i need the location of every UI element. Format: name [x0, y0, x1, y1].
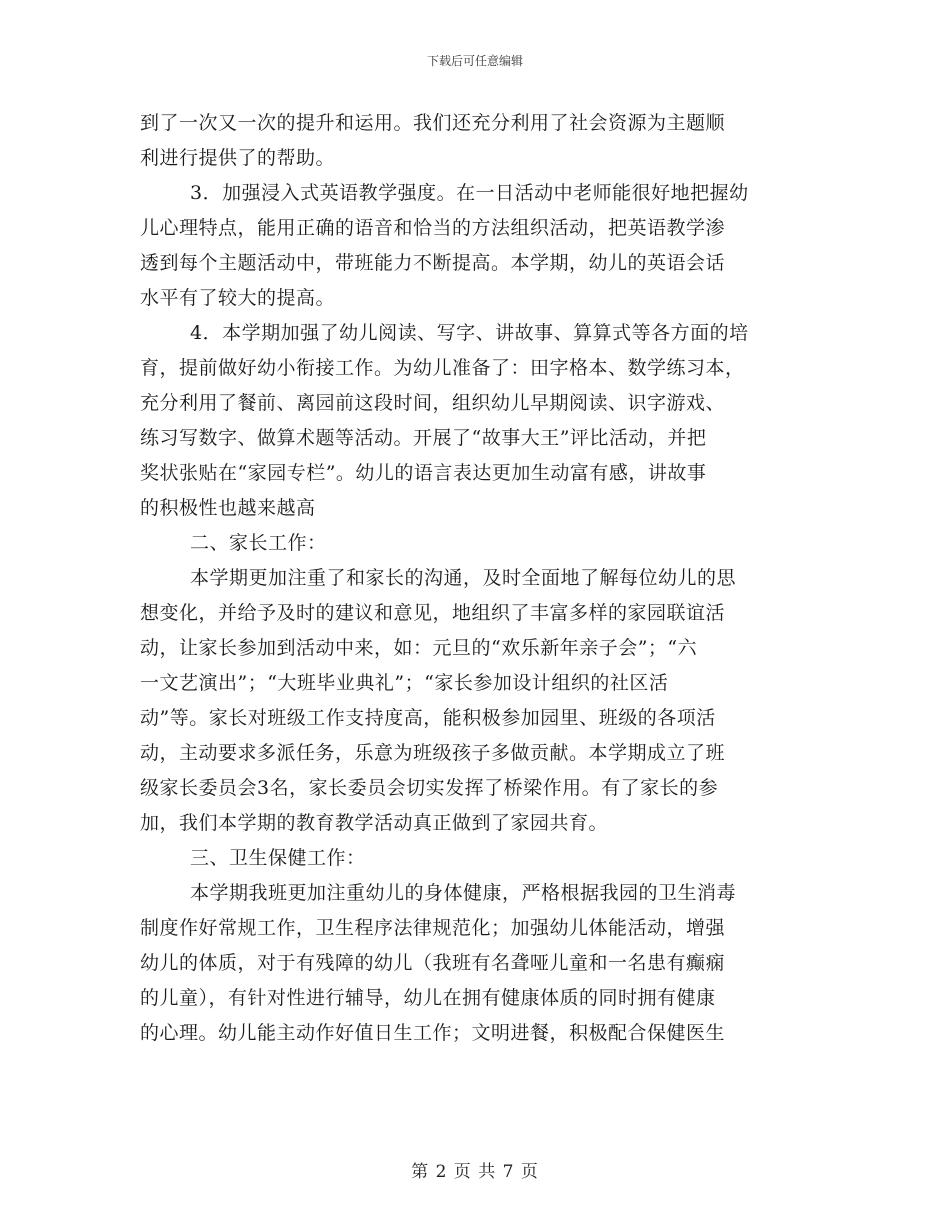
body-line: 练习写数字、做算术题等活动。开展了“故事大王”评比活动，并把: [140, 427, 707, 449]
body-line: 的积极性也越来越高: [140, 497, 316, 519]
section-heading: 二、家长工作：: [190, 532, 327, 554]
body-line: 想变化，并给予及时的建议和意见，地组织了丰富多样的家园联谊活: [140, 602, 726, 624]
body-line: 本学期更加注重了和家长的沟通，及时全面地了解每位幼儿的思: [190, 567, 737, 589]
body-line: 水平有了较大的提高。: [140, 287, 336, 309]
body-line: 充分利用了餐前、离园前这段时间，组织幼儿早期阅读、识字游戏、: [140, 392, 726, 414]
body-line: 奖状张贴在“家园专栏”。幼儿的语言表达更加生动富有感，讲故事: [140, 462, 707, 484]
body-line: 一文艺演出”；“大班毕业典礼”；“家长参加设计组织的社区活: [140, 672, 669, 694]
body-line: 动，主动要求多派任务，乐意为班级孩子多做贡献。本学期成立了班: [140, 742, 726, 764]
body-line: 动，让家长参加到活动中来，如：元旦的“欢乐新年亲子会”；“六: [140, 637, 698, 659]
page-number-footer: 第 2 页 共 7 页: [411, 1162, 539, 1182]
body-line: 制度作好常规工作，卫生程序法律规范化；加强幼儿体能活动，增强: [140, 917, 726, 939]
body-line: 儿心理特点，能用正确的语音和恰当的方法组织活动，把英语教学渗: [140, 217, 726, 239]
section-heading: 三、卫生保健工作：: [190, 847, 366, 869]
body-line: 级家长委员会3名，家长委员会切实发挥了桥梁作用。有了家长的参: [140, 777, 719, 799]
body-line: 幼儿的体质，对于有残障的幼儿（我班有名聋哑儿童和一名患有癫痫: [140, 952, 726, 974]
body-line: 加，我们本学期的教育教学活动真正做到了家园共育。: [140, 812, 609, 834]
body-line: 到了一次又一次的提升和运用。我们还充分利用了社会资源为主题顺: [140, 112, 726, 134]
page-header: 下载后可任意编辑: [426, 54, 523, 68]
body-line: 透到每个主题活动中，带班能力不断提高。本学期，幼儿的英语会话: [140, 252, 726, 274]
body-line: 3．加强浸入式英语教学强度。在一日活动中老师能很好地把握幼: [190, 182, 749, 204]
body-line: 利进行提供了的帮助。: [140, 147, 336, 169]
body-line: 的儿童），有针对性进行辅导，幼儿在拥有健康体质的同时拥有健康: [140, 987, 716, 1009]
body-line: 育，提前做好幼小衔接工作。为幼儿准备了：田字格本、数学练习本，: [140, 357, 745, 379]
body-line: 本学期我班更加注重幼儿的身体健康，严格根据我园的卫生消毒: [190, 882, 737, 904]
body-line: 的心理。幼儿能主动作好值日生工作；文明进餐，积极配合保健医生: [140, 1022, 726, 1044]
document-body: [140, 106, 810, 1051]
body-line: 4．本学期加强了幼儿阅读、写字、讲故事、算算式等各方面的培: [190, 322, 749, 344]
body-line: 动”等。家长对班级工作支持度高，能积极参加园里、班级的各项活: [140, 707, 716, 729]
